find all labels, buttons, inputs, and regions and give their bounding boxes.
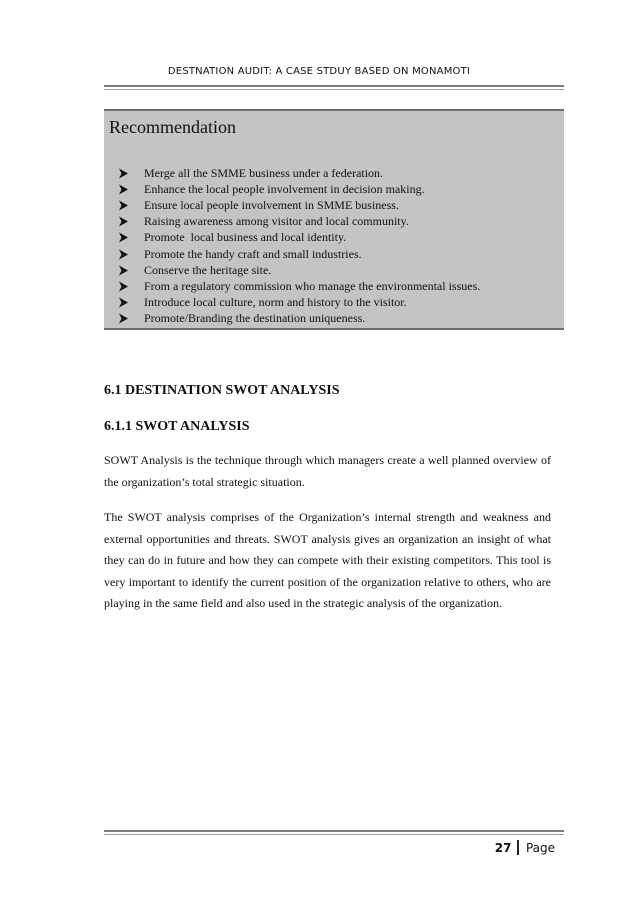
recommendation-item-text: Promote local business and local identity. bbox=[144, 230, 347, 245]
recommendation-item bbox=[118, 181, 480, 197]
recommendation-item-text: Raising awareness among visitor and local community. bbox=[144, 214, 409, 229]
paragraph-swot-definition: SOWT Analysis is the technique through which managers create a well planned overview of the organization’s total strategic situation. bbox=[104, 453, 551, 489]
paragraph-swot-description: The SWOT analysis comprises of the Organization’s internal strength and weakness and external opportunities and threats. SWOT analysis gives an organization an insight of what they can do in future and how they can compete with their existing competitors. This tool is very important to identify the current position of the organization relative to others, who are playing in the same field and also used in the strategic analysis of the organization. bbox=[104, 510, 551, 610]
arrowhead-bullet-icon bbox=[118, 249, 131, 260]
arrowhead-bullet-icon bbox=[118, 184, 131, 195]
page-number: 27 bbox=[494, 840, 512, 855]
recommendation-item bbox=[118, 262, 480, 278]
header-rule-secondary bbox=[104, 89, 564, 90]
arrowhead-bullet-icon bbox=[118, 265, 131, 276]
recommendation-list bbox=[118, 165, 480, 327]
recommendation-item-text: Promote/Branding the destination uniqueness. bbox=[144, 311, 366, 326]
section-heading: 6.1 DESTINATION SWOT ANALYSIS bbox=[104, 383, 340, 398]
page-footer bbox=[495, 840, 555, 855]
recommendation-item bbox=[118, 246, 480, 262]
page-separator bbox=[517, 840, 519, 855]
recommendation-item bbox=[118, 295, 480, 311]
arrowhead-bullet-icon bbox=[118, 168, 131, 179]
running-header: DESTNATION AUDIT: A CASE STDUY BASED ON MONAMOTI bbox=[167, 66, 471, 77]
recommendation-item bbox=[118, 165, 480, 181]
recommendation-item-text: Ensure local people involvement in SMME business. bbox=[144, 197, 399, 212]
footer-rule bbox=[104, 830, 564, 832]
recommendation-item bbox=[118, 311, 480, 327]
recommendation-item-text: Promote the handy craft and small industries. bbox=[144, 246, 362, 261]
arrowhead-bullet-icon bbox=[118, 200, 131, 211]
recommendation-item-text: Merge all the SMME business under a federation. bbox=[144, 165, 384, 180]
recommendation-item-text: Enhance the local people involvement in decision making. bbox=[144, 181, 425, 196]
arrowhead-bullet-icon bbox=[118, 216, 131, 227]
recommendation-item bbox=[118, 278, 480, 294]
recommendation-item bbox=[118, 230, 480, 246]
page-label: Page bbox=[525, 840, 555, 855]
recommendation-box bbox=[104, 109, 564, 330]
recommendation-item bbox=[118, 197, 480, 213]
recommendation-item-text: Conserve the heritage site. bbox=[144, 262, 272, 277]
footer-rule-secondary bbox=[104, 834, 564, 835]
arrowhead-bullet-icon bbox=[118, 297, 131, 308]
header-rule bbox=[104, 85, 564, 87]
arrowhead-bullet-icon bbox=[118, 281, 131, 292]
recommendation-item-text: From a regulatory commission who manage the environmental issues. bbox=[144, 278, 481, 293]
recommendation-item bbox=[118, 214, 480, 230]
arrowhead-bullet-icon bbox=[118, 232, 131, 243]
subsection-heading: 6.1.1 SWOT ANALYSIS bbox=[104, 419, 250, 434]
arrowhead-bullet-icon bbox=[118, 313, 131, 324]
recommendation-item-text: Introduce local culture, norm and history to the visitor. bbox=[144, 295, 407, 310]
recommendation-heading: Recommendation bbox=[109, 117, 236, 137]
